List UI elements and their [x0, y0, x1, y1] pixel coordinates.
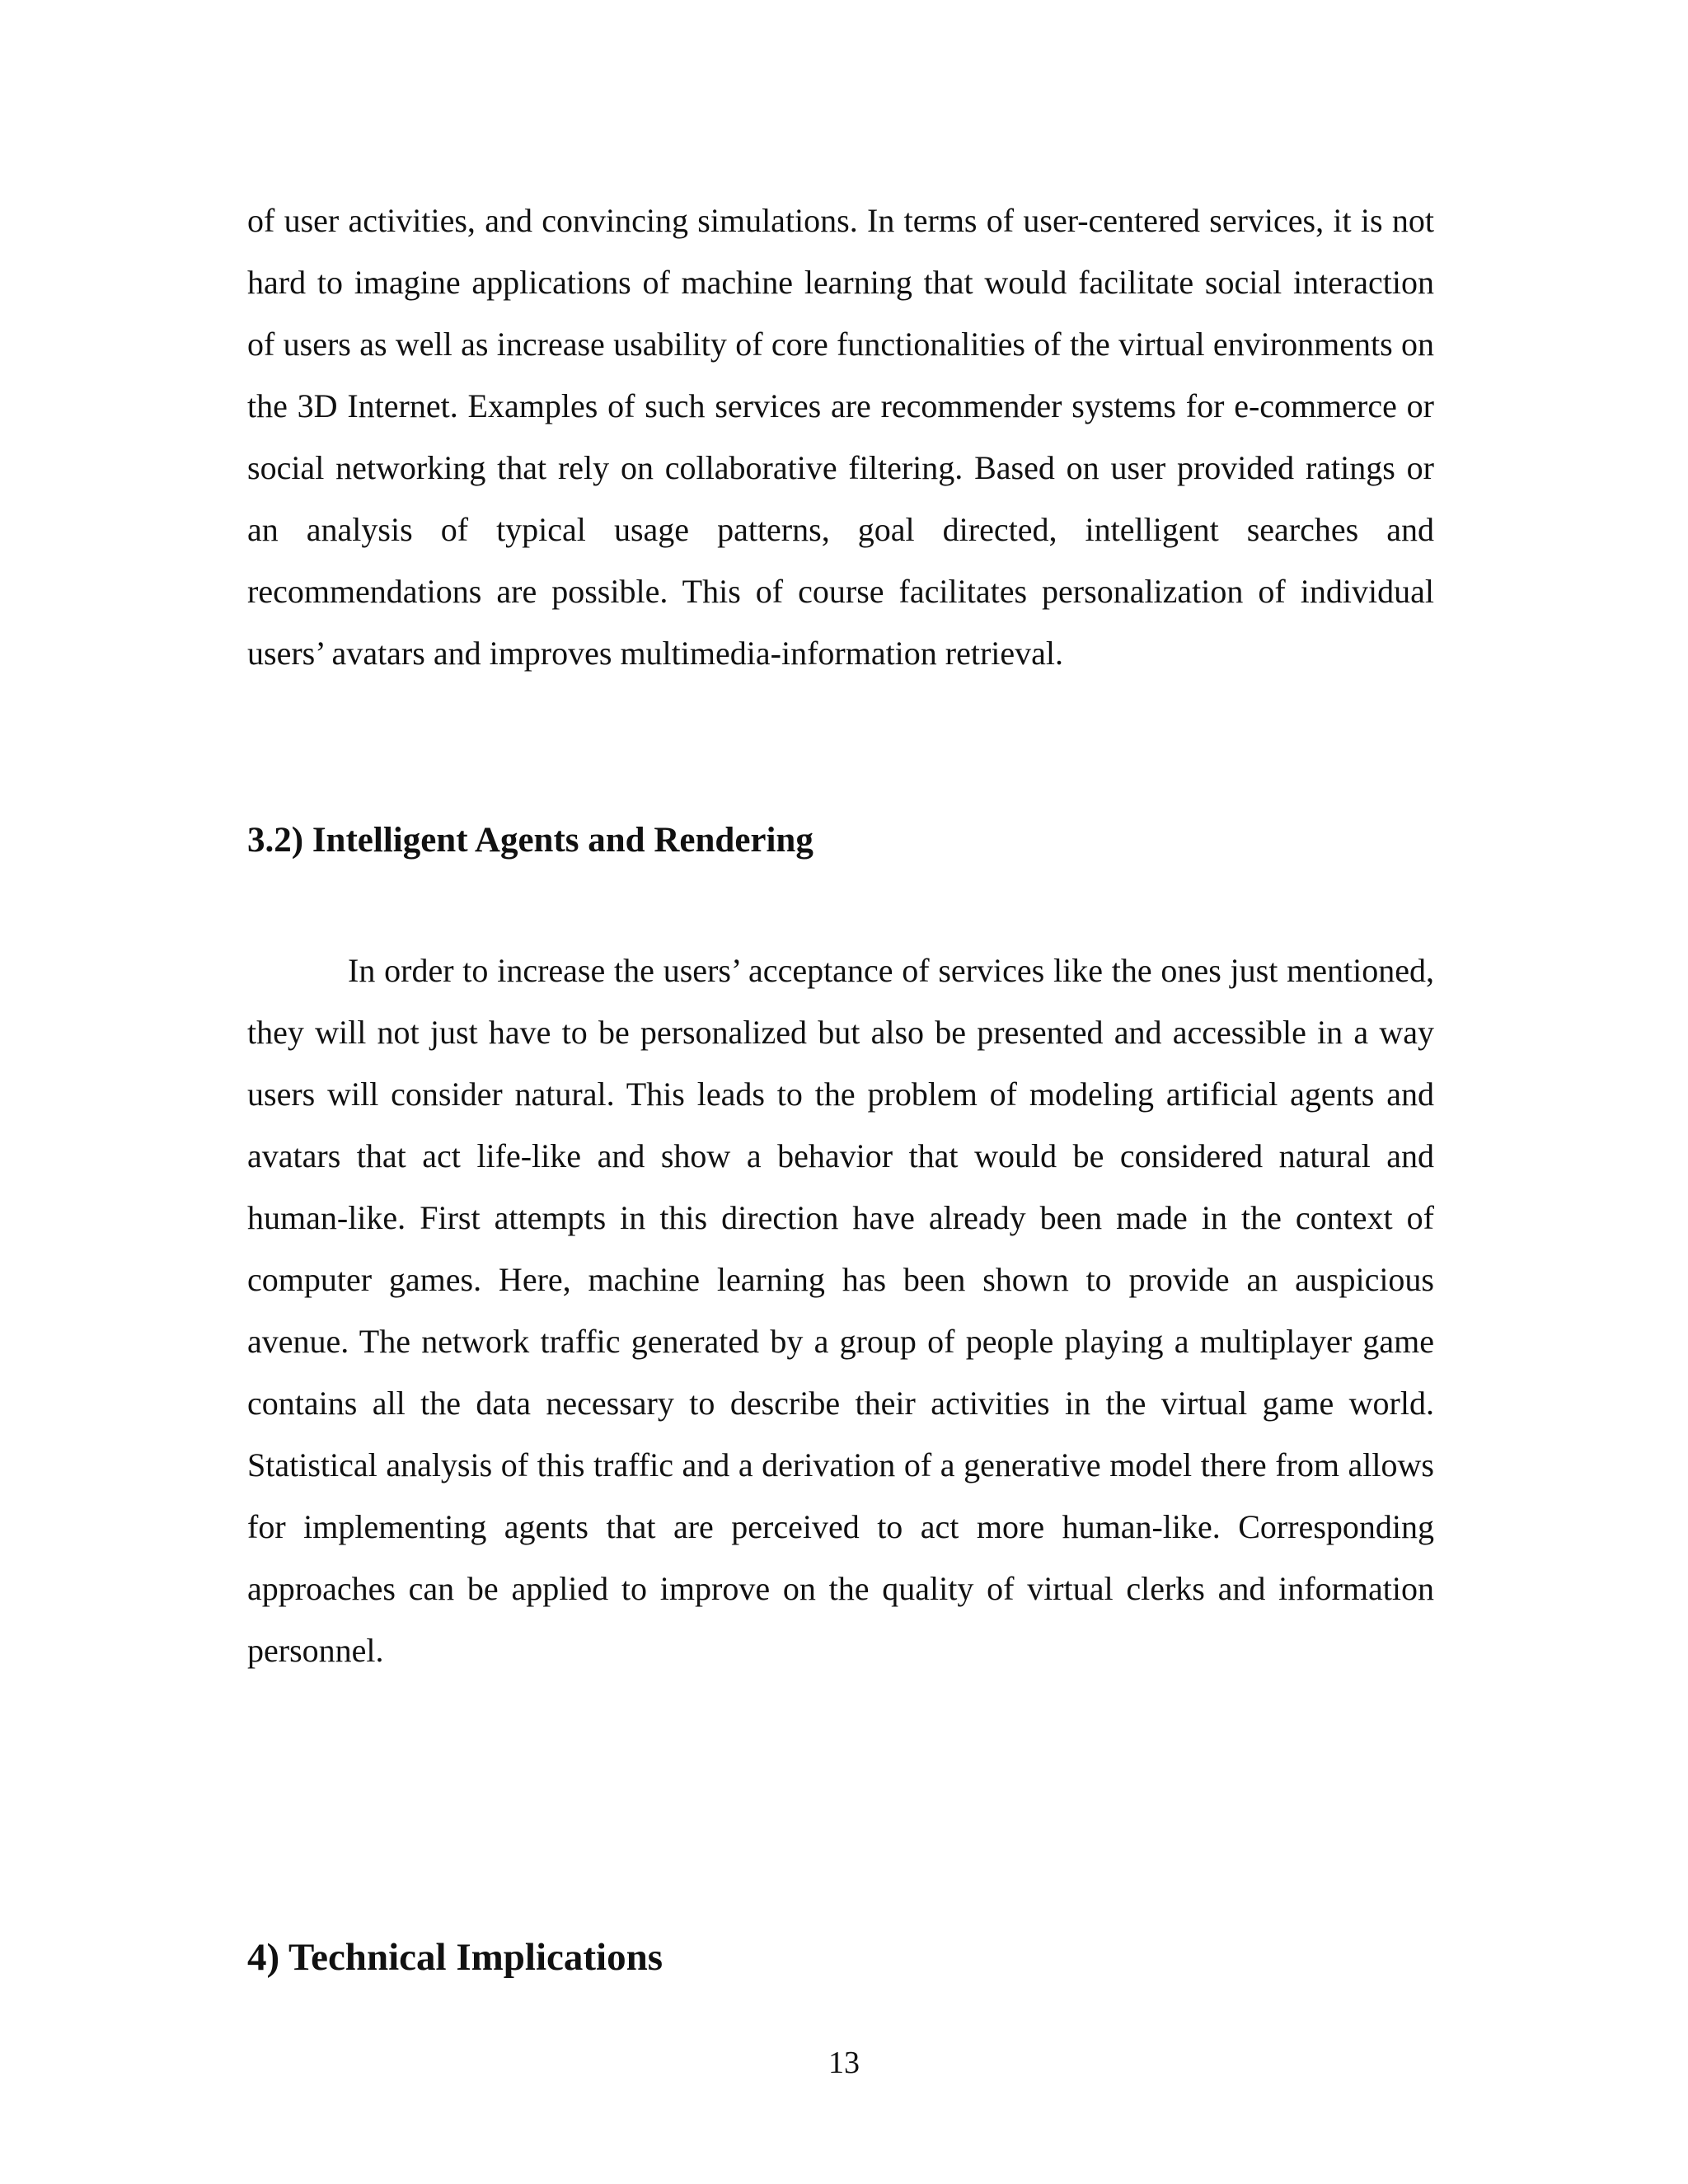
page-number: 13	[828, 2046, 860, 2080]
body-paragraph-continuation: of user activities, and convincing simulations. In terms of user-centered services, it is not hard to imagine applications of machine learning that would facilitate social interaction of users as well as increase usability of core functionalities of the virtual environments on the 3D Internet. Examples of such services are recommender systems for e-commerce or social networking that rely on collaborative filtering. Based on user provided ratings or an analysis of typical usage patterns, goal directed, intelligent searches and recommendations are possible. This of course facilitates personalization of individual users’ avatars and improves multimedia-information retrieval.	[247, 202, 1434, 672]
section-heading-3-2: 3.2) Intelligent Agents and Rendering	[247, 821, 814, 860]
section-heading-4: 4) Technical Implications	[247, 1936, 663, 1979]
body-paragraph-intelligent-agents: In order to increase the users’ acceptance of services like the ones just mentioned, they will not just have to be personalized but also be presented and accessible in a way users will consider natural. This leads to the problem of modeling artificial agents and avatars that act life-like and show a behavior that would be considered natural and human-like. First attempts in this direction have already been made in the context of computer games. Here, machine learning has been shown to provide an auspicious avenue. The network traffic generated by a group of people playing a multiplayer game contains all the data necessary to describe their activities in the virtual game world. Statistical analysis of this traffic and a derivation of a generative model there from allows for implementing agents that are perceived to act more human-like. Corresponding approaches can be applied to improve on the quality of virtual clerks and information personnel.	[247, 952, 1434, 1669]
